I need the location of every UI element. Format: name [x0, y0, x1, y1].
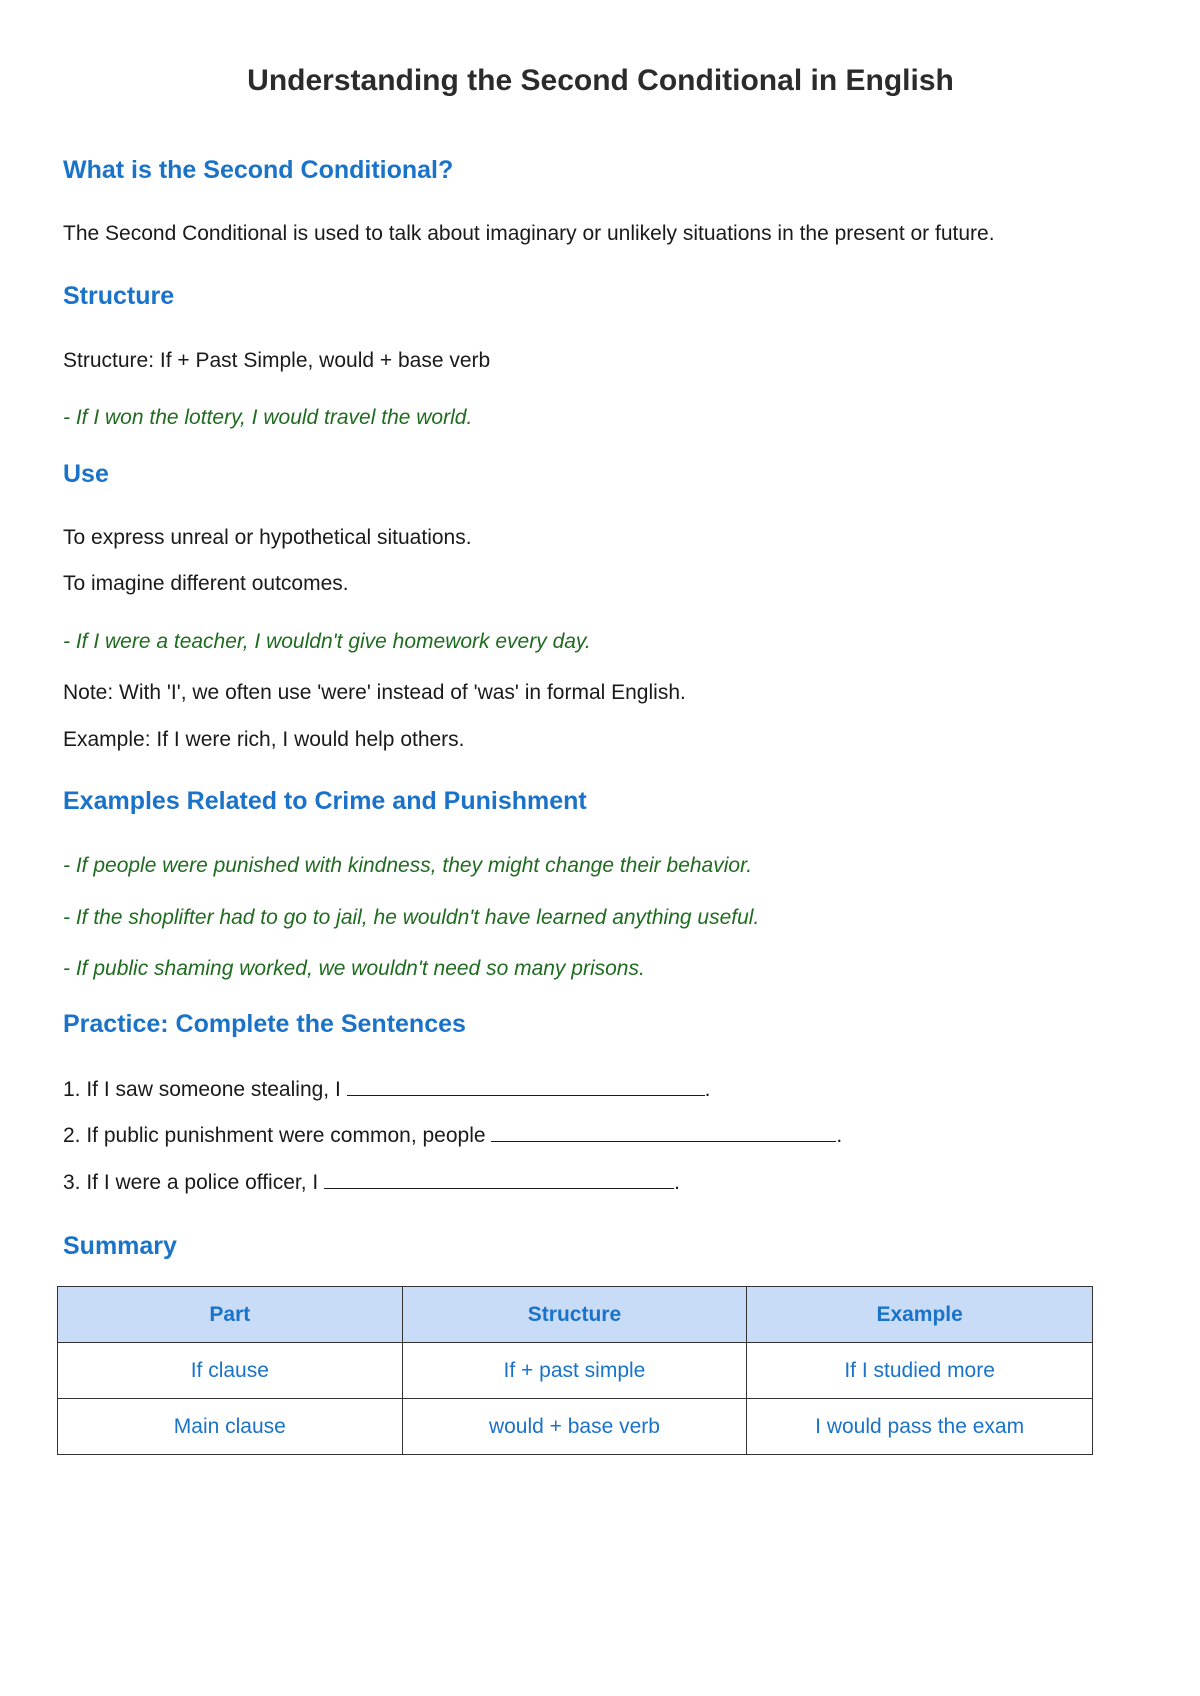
- use-example: - If I were a teacher, I wouldn't give homework every day.: [63, 630, 591, 653]
- cell-example: I would pass the exam: [747, 1399, 1093, 1455]
- heading-use: Use: [63, 460, 109, 488]
- structure-example: - If I won the lottery, I would travel the world.: [63, 406, 473, 429]
- header-part: Part: [58, 1287, 403, 1343]
- use-line-1: To express unreal or hypothetical situations.: [63, 526, 472, 549]
- heading-practice: Practice: Complete the Sentences: [63, 1010, 466, 1038]
- practice-item-2: [63, 1123, 842, 1149]
- cell-part: If clause: [58, 1343, 403, 1399]
- use-note: Note: With 'I', we often use 'were' instead of 'was' in formal English.: [63, 681, 686, 704]
- table-header-row: [58, 1287, 1093, 1343]
- answer-blank-2[interactable]: [491, 1123, 836, 1142]
- practice-item-3-text: 3. If I were a police officer, I: [63, 1171, 319, 1194]
- practice-item-1-end: .: [704, 1078, 711, 1101]
- crime-example-2: - If the shoplifter had to go to jail, he wouldn't have learned anything useful.: [63, 906, 760, 929]
- structure-text: Structure: If + Past Simple, would + base verb: [63, 349, 491, 372]
- practice-item-2-text: 2. If public punishment were common, people: [63, 1124, 486, 1147]
- answer-blank-3[interactable]: [324, 1170, 674, 1189]
- table-row: [58, 1343, 1093, 1399]
- cell-structure: If + past simple: [402, 1343, 747, 1399]
- answer-blank-1[interactable]: [347, 1077, 705, 1096]
- heading-summary: Summary: [63, 1232, 177, 1260]
- crime-example-1: - If people were punished with kindness, they might change their behavior.: [63, 854, 753, 877]
- table-row: [58, 1399, 1093, 1455]
- cell-part: Main clause: [58, 1399, 403, 1455]
- heading-structure: Structure: [63, 282, 175, 310]
- practice-item-1: [63, 1077, 711, 1103]
- cell-structure: would + base verb: [402, 1399, 747, 1455]
- header-structure: Structure: [402, 1287, 747, 1343]
- practice-item-3: [63, 1170, 680, 1196]
- use-line-2: To imagine different outcomes.: [63, 572, 349, 595]
- heading-what-is: What is the Second Conditional?: [63, 156, 454, 184]
- practice-item-3-end: .: [674, 1171, 680, 1194]
- practice-item-2-end: .: [836, 1124, 843, 1147]
- use-note-example: Example: If I were rich, I would help others.: [63, 728, 465, 751]
- document-title: Understanding the Second Conditional in English: [247, 64, 954, 97]
- summary-table: [57, 1286, 1093, 1455]
- cell-example: If I studied more: [747, 1343, 1093, 1399]
- definition-text: The Second Conditional is used to talk about imaginary or unlikely situations in the present or future.: [63, 222, 995, 245]
- crime-example-3: - If public shaming worked, we wouldn't need so many prisons.: [63, 957, 645, 980]
- practice-item-1-text: 1. If I saw someone stealing, I: [63, 1078, 341, 1101]
- heading-crime-examples: Examples Related to Crime and Punishment: [63, 787, 587, 815]
- header-example: Example: [747, 1287, 1093, 1343]
